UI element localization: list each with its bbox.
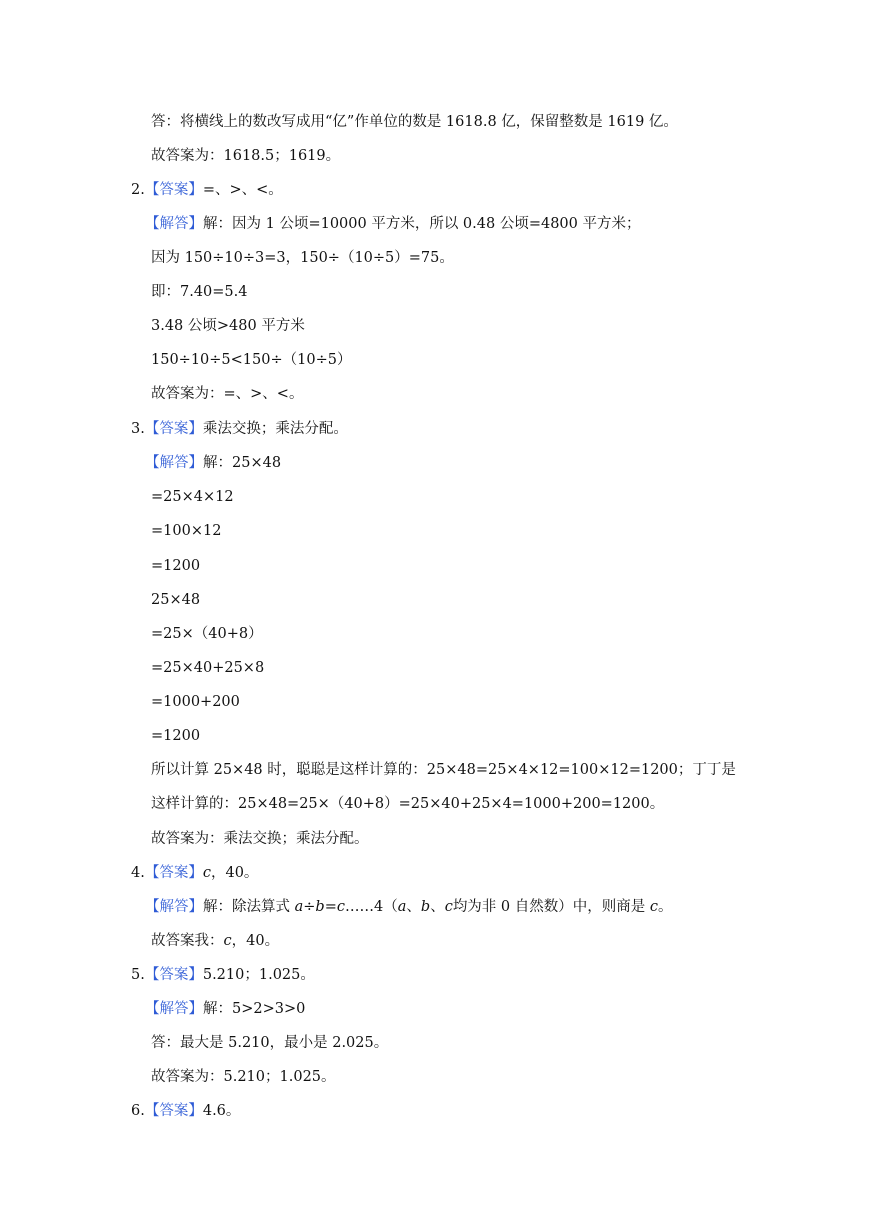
text-line: =25×（40+8） (151, 626, 263, 642)
text-line: =100×12 (151, 523, 222, 539)
solution-text: 解：除法算式 (203, 899, 290, 915)
solution-tag: 【解答】 (145, 1001, 203, 1017)
solution-line (145, 897, 673, 917)
answer-line (131, 965, 315, 985)
answer-text: 5.210；1.025。 (202, 967, 315, 983)
answer-text: 4.6。 (202, 1103, 241, 1119)
item-number: 2. (131, 182, 145, 198)
math-var: a (397, 899, 407, 915)
solution-line (145, 214, 641, 234)
math-var: c (649, 899, 658, 915)
text-line: =25×4×12 (151, 489, 234, 505)
answer-tag: 【答案】 (144, 865, 203, 881)
item-number: 6. (131, 1103, 145, 1119)
answer-line (131, 1101, 240, 1121)
solution-text: 。 (658, 899, 673, 915)
text-line: =1000+200 (151, 694, 240, 710)
solution-text: 、 (406, 899, 421, 915)
text-line: 所以计算 25×48 时，聪聪是这样计算的：25×48=25×4×12=100×12=1200；丁丁是 (151, 762, 736, 778)
text-line: 故答案为：=、>、<。 (151, 386, 304, 402)
solution-text: ÷ (303, 899, 316, 915)
solution-text: ，40。 (231, 933, 280, 949)
solution-line (145, 453, 281, 473)
math-var: b (420, 899, 431, 915)
answer-line (131, 180, 283, 200)
item-number: 4. (131, 865, 145, 881)
text-line: =25×40+25×8 (151, 660, 265, 676)
text-line: =1200 (151, 728, 201, 744)
math-var: c (336, 899, 345, 915)
solution-text: 、 (430, 899, 445, 915)
solution-tag: 【解答】 (145, 216, 203, 232)
answer-text: 乘法交换；乘法分配。 (202, 421, 348, 437)
text-line: 这样计算的：25×48=25×（40+8）=25×40+25×4=1000+200=1200。 (151, 796, 665, 812)
solution-line (145, 999, 305, 1019)
text-line: =1200 (151, 558, 201, 574)
math-var: c (444, 899, 453, 915)
solution-text: 均为非 0 自然数）中，则商是 (452, 899, 646, 915)
solution-tag: 【解答】 (145, 899, 203, 915)
answer-tag: 【答案】 (144, 182, 203, 198)
text-line: 故答案为：乘法交换；乘法分配。 (151, 831, 369, 847)
text-line: 答：最大是 5.210，最小是 2.025。 (151, 1035, 389, 1051)
item-number: 3. (131, 421, 145, 437)
text-line: 3.48 公顷>480 平方米 (151, 318, 305, 334)
text-line: 故答案为：5.210；1.025。 (151, 1069, 336, 1085)
math-var: a (294, 899, 304, 915)
answer-tag: 【答案】 (144, 967, 203, 983)
math-var: b (315, 899, 325, 915)
item-number: 5. (131, 967, 145, 983)
solution-text: 解：因为 1 公顷=10000 平方米，所以 0.48 公顷=4800 平方米； (203, 216, 641, 232)
solution-tag: 【解答】 (145, 455, 203, 471)
text-line: 故答案为：1618.5；1619。 (151, 148, 341, 164)
answer-tag: 【答案】 (144, 421, 203, 437)
answer-line (131, 863, 258, 883)
solution-text: = (324, 899, 337, 915)
math-var: c (202, 865, 211, 881)
text-line: 25×48 (151, 592, 201, 608)
text-line: 150÷10÷5<150÷（10÷5） (151, 352, 352, 368)
text-line: 因为 150÷10÷3=3，150÷（10÷5）=75。 (151, 250, 454, 266)
text-line: 答：将横线上的数改写成用“亿”作单位的数是 1618.8 亿，保留整数是 1619 亿。 (151, 114, 678, 130)
solution-text: 解：25×48 (203, 455, 282, 471)
answer-text: =、>、<。 (202, 182, 283, 198)
answer-line (131, 419, 348, 439)
solution-text: ……4（ (345, 899, 398, 915)
math-var: c (223, 933, 232, 949)
text-line (151, 931, 279, 951)
text-line: 即：7.40=5.4 (151, 284, 248, 300)
answer-text: ，40。 (210, 865, 259, 881)
solution-text: 故答案我： (151, 933, 224, 949)
answer-tag: 【答案】 (144, 1103, 203, 1119)
solution-text: 解：5>2>3>0 (203, 1001, 306, 1017)
